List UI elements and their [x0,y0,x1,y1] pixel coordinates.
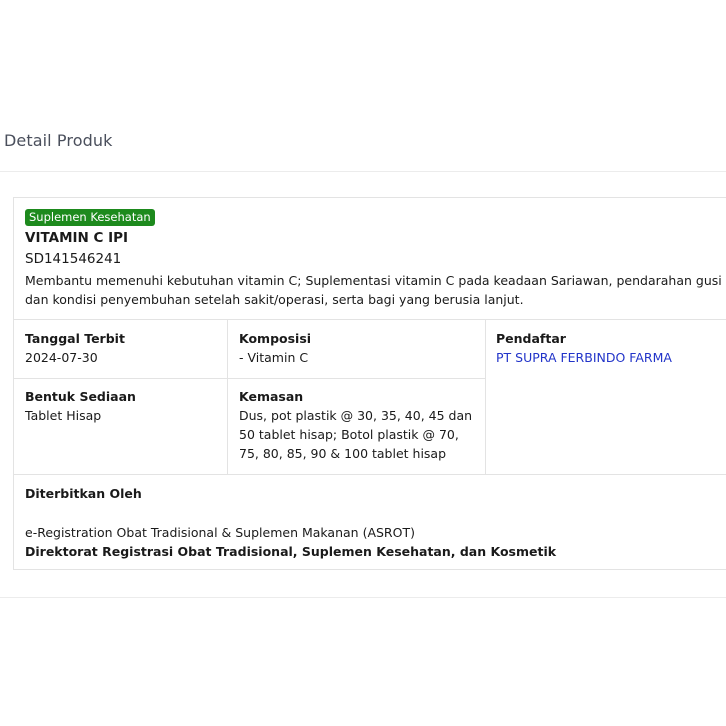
grid-line [14,319,726,320]
komposisi-label: Komposisi [239,331,312,346]
tanggal-terbit-value: 2024-07-30 [25,350,98,365]
product-name: VITAMIN C IPI [25,230,129,246]
komposisi-value: - Vitamin C [239,350,309,365]
registration-number: SD141546241 [25,251,122,267]
tanggal-terbit-label: Tanggal Terbit [25,331,125,346]
grid-line [227,319,228,474]
grid-line [485,319,486,474]
category-badge: Suplemen Kesehatan [25,209,155,226]
grid-line [14,378,485,379]
pendaftar-label: Pendaftar [496,331,566,346]
grid-line [14,474,726,475]
divider [0,597,726,598]
bentuk-sediaan-value: Tablet Hisap [25,408,102,423]
product-card [13,197,726,570]
kemasan-label: Kemasan [239,389,304,404]
page-title: Detail Produk [4,131,113,150]
diterbitkan-oleh-label: Diterbitkan Oleh [25,486,142,501]
issuing-directorate: Direktorat Registrasi Obat Tradisional, Suplemen Kesehatan, dan Kosmetik [25,544,557,559]
bentuk-sediaan-label: Bentuk Sediaan [25,389,136,404]
kemasan-value: Dus, pot plastik @ 30, 35, 40, 45 dan 50 tablet hisap; Botol plastik @ 70, 75, 80, 85, 90 & 100 tablet hisap [239,408,473,461]
divider [0,171,726,172]
issuing-system: e-Registration Obat Tradisional & Suplemen Makanan (ASROT) [25,525,415,540]
pendaftar-link[interactable]: PT SUPRA FERBINDO FARMA [496,350,672,365]
product-description: Membantu memenuhi kebutuhan vitamin C; Suplementasi vitamin C pada keadaan Sariawan, pendarahan gusi dan kondisi penyembuhan setelah sakit/operasi, serta bagi yang berusia lanjut. [25,273,722,307]
